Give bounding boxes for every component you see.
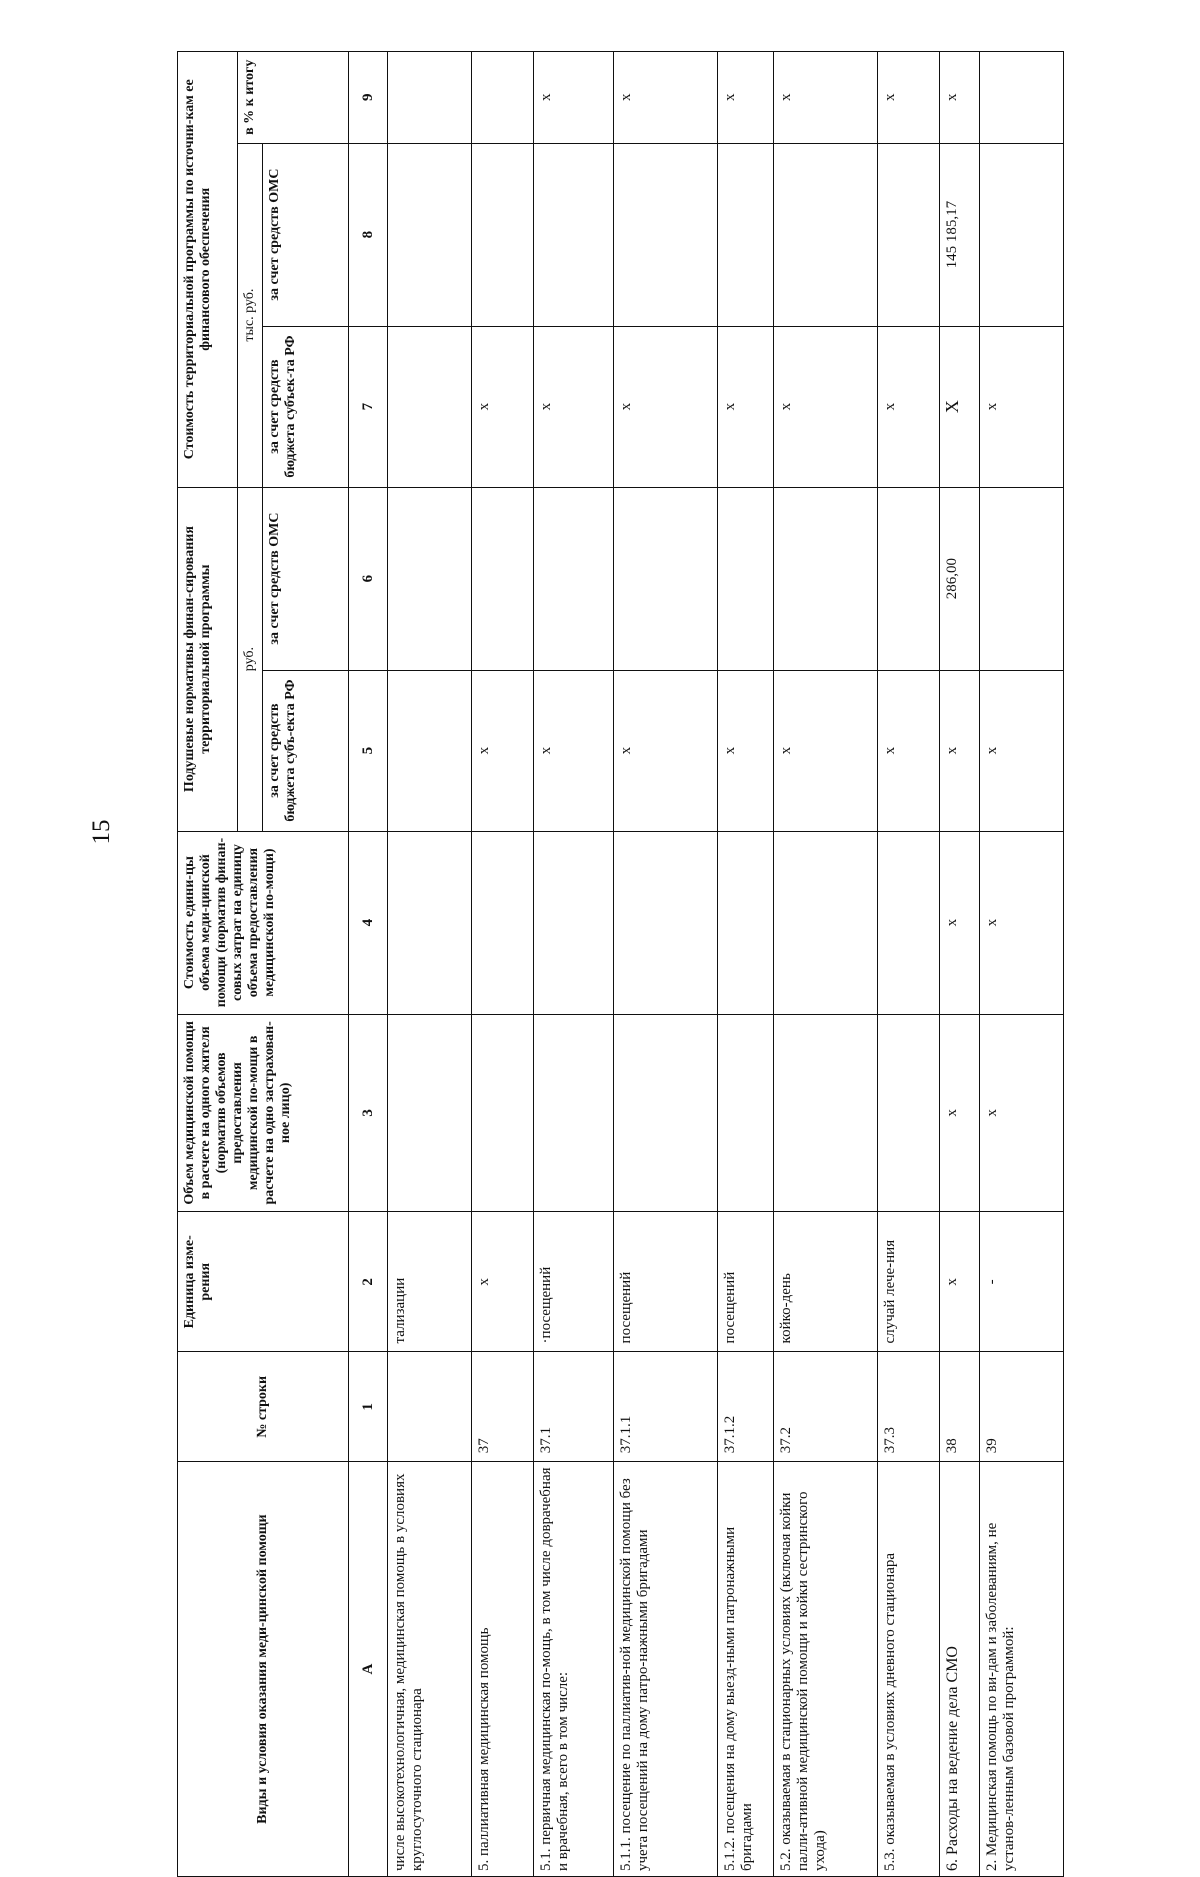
row-budget-5: х: [534, 670, 614, 831]
row-volume: [614, 1014, 718, 1212]
row-name: числе высокотехнологичная, медицинская помощь в условиях круглосуточного стационара: [388, 1462, 472, 1877]
table-row: [980, 52, 1064, 1877]
row-name: 5.1.1. посещение по паллиатив-ной медицинской помощи без учета посещений на дому патро-нажными бригадами: [614, 1462, 718, 1877]
row-unit-cost: х: [940, 831, 980, 1014]
row-budget-7: х: [878, 326, 940, 487]
column-number: 1: [349, 1352, 388, 1462]
row-budget-7: х: [718, 326, 774, 487]
row-oms-8: [878, 143, 940, 326]
header-percent: в % к итогу: [238, 52, 349, 144]
row-unit: тализации: [388, 1212, 472, 1352]
row-oms-6: [388, 487, 472, 670]
row-unit-cost: [472, 831, 534, 1014]
row-volume: [718, 1014, 774, 1212]
row-unit-cost: х: [980, 831, 1064, 1014]
row-unit: посещений: [718, 1212, 774, 1352]
row-volume: [878, 1014, 940, 1212]
row-unit: посещений: [614, 1212, 718, 1352]
row-oms-8: [614, 143, 718, 326]
column-number: 2: [349, 1212, 388, 1352]
row-code: [388, 1352, 472, 1462]
row-oms-6: [534, 487, 614, 670]
row-code: 37.1.2: [718, 1352, 774, 1462]
row-code: 38: [940, 1352, 980, 1462]
row-percent: х: [614, 52, 718, 144]
row-volume: [472, 1014, 534, 1212]
row-budget-7: х: [774, 326, 878, 487]
row-budget-5: х: [718, 670, 774, 831]
header-unit-cost: Стоимость едини-цы объема меди-цинской помощи (норматив финан-совых затрат на единицу объема предоставления медицинской по-мощи): [178, 831, 349, 1014]
row-oms-8: [774, 143, 878, 326]
row-oms-6: [718, 487, 774, 670]
column-number: 6: [349, 487, 388, 670]
row-unit: случай лече-ния: [878, 1212, 940, 1352]
row-unit: х: [472, 1212, 534, 1352]
column-numbers-row: [349, 52, 388, 1877]
row-volume: [774, 1014, 878, 1212]
row-unit: -: [980, 1212, 1064, 1352]
header-thous-rub: тыс. руб.: [238, 143, 263, 487]
row-oms-6: [980, 487, 1064, 670]
table-row: [472, 52, 534, 1877]
financing-table: [177, 51, 1064, 1877]
row-unit-cost: [534, 831, 614, 1014]
header-budget-7: за счет средств бюджета субъек-та РФ: [263, 326, 349, 487]
row-oms-8: [388, 143, 472, 326]
row-oms-8: [718, 143, 774, 326]
column-number: 5: [349, 670, 388, 831]
row-oms-6: [878, 487, 940, 670]
row-name: 5. паллиативная медицинская помощь: [472, 1462, 534, 1877]
table-row: [940, 52, 980, 1877]
column-number: 8: [349, 143, 388, 326]
row-unit-cost: [774, 831, 878, 1014]
row-name: 5.2. оказываемая в стационарных условиях (включая койки палли-ативной медицинской помощи и койки сестринского ухода): [774, 1462, 878, 1877]
table-row: [388, 52, 472, 1877]
page-number: 15: [88, 819, 115, 845]
row-oms-6: [472, 487, 534, 670]
header-kinds: Виды и условия оказания меди-цинской помощи: [178, 1462, 349, 1877]
row-code: 37: [472, 1352, 534, 1462]
row-percent: х: [878, 52, 940, 144]
row-code: 37.1: [534, 1352, 614, 1462]
rotated-table-wrapper: [177, 51, 1200, 1877]
row-budget-5: х: [878, 670, 940, 831]
row-oms-8: [472, 143, 534, 326]
header-row-number: № строки: [178, 1352, 349, 1462]
row-oms-6: [614, 487, 718, 670]
header-program-cost: Стоимость территориальной программы по источни-кам ее финансового обеспечения: [178, 52, 238, 488]
row-budget-5: х: [940, 670, 980, 831]
row-name: 5.1.2. посещения на дому выезд-ными патронажными бригадами: [718, 1462, 774, 1877]
table-row: [878, 52, 940, 1877]
row-percent: [980, 52, 1064, 144]
row-unit-cost: [878, 831, 940, 1014]
row-code: 39: [980, 1352, 1064, 1462]
row-budget-5: х: [614, 670, 718, 831]
row-name: 5.3. оказываемая в условиях дневного стационара: [878, 1462, 940, 1877]
row-budget-7: х: [472, 326, 534, 487]
row-percent: [388, 52, 472, 144]
row-percent: х: [718, 52, 774, 144]
row-volume: [388, 1014, 472, 1212]
row-volume: [534, 1014, 614, 1212]
row-volume: х: [980, 1014, 1064, 1212]
row-percent: х: [940, 52, 980, 144]
row-budget-7: х: [614, 326, 718, 487]
row-oms-8: [534, 143, 614, 326]
table-row: [534, 52, 614, 1877]
table-row: [774, 52, 878, 1877]
header-oms-6: за счет средств ОМС: [263, 487, 349, 670]
column-number: А: [349, 1462, 388, 1877]
row-unit: койко-день: [774, 1212, 878, 1352]
row-budget-5: [388, 670, 472, 831]
row-unit: х: [940, 1212, 980, 1352]
row-name: 6. Расходы на ведение дела СМО: [940, 1462, 980, 1877]
header-volume: Объем медицинской помощи в расчете на одного жителя (норматив объемов предоставления медицинской по-мощи в расчете на одно застрахован-ное лицо): [178, 1014, 349, 1212]
row-budget-7: [388, 326, 472, 487]
column-number: 7: [349, 326, 388, 487]
row-percent: [472, 52, 534, 144]
header-budget-5: за счет средств бюджета субъ-екта РФ: [263, 670, 349, 831]
column-number: 3: [349, 1014, 388, 1212]
row-budget-7: х: [980, 326, 1064, 487]
row-oms-6: [774, 487, 878, 670]
row-budget-7: х: [534, 326, 614, 487]
row-budget-5: х: [980, 670, 1064, 831]
row-unit-cost: [388, 831, 472, 1014]
row-percent: х: [774, 52, 878, 144]
row-name: 5.1. первичная медицинская по-мощь, в том числе доврачебная и врачебная, всего в том числе:: [534, 1462, 614, 1877]
row-oms-8: 145 185,17: [940, 143, 980, 326]
header-unit: Единица изме-рения: [178, 1212, 349, 1352]
row-volume: х: [940, 1014, 980, 1212]
header-oms-8: за счет средств ОМС: [263, 143, 349, 326]
row-code: 37.3: [878, 1352, 940, 1462]
row-unit-cost: [614, 831, 718, 1014]
row-budget-5: х: [472, 670, 534, 831]
row-percent: х: [534, 52, 614, 144]
table-row: [718, 52, 774, 1877]
column-number: 4: [349, 831, 388, 1014]
header-per-capita-norms: Подушевые нормативы финан-сирования территориальной программы: [178, 487, 238, 831]
row-oms-8: [980, 143, 1064, 326]
column-number: 9: [349, 52, 388, 144]
row-name: 2. Медицинская помощь по ви-дам и заболеваниям, не установ-ленным базовой программой:: [980, 1462, 1064, 1877]
row-unit: ·посещений: [534, 1212, 614, 1352]
row-budget-7: Х: [940, 326, 980, 487]
row-code: 37.1.1: [614, 1352, 718, 1462]
table-row: [614, 52, 718, 1877]
row-oms-6: 286,00: [940, 487, 980, 670]
row-code: 37.2: [774, 1352, 878, 1462]
header-rub: руб.: [238, 487, 263, 831]
row-budget-5: х: [774, 670, 878, 831]
row-unit-cost: [718, 831, 774, 1014]
